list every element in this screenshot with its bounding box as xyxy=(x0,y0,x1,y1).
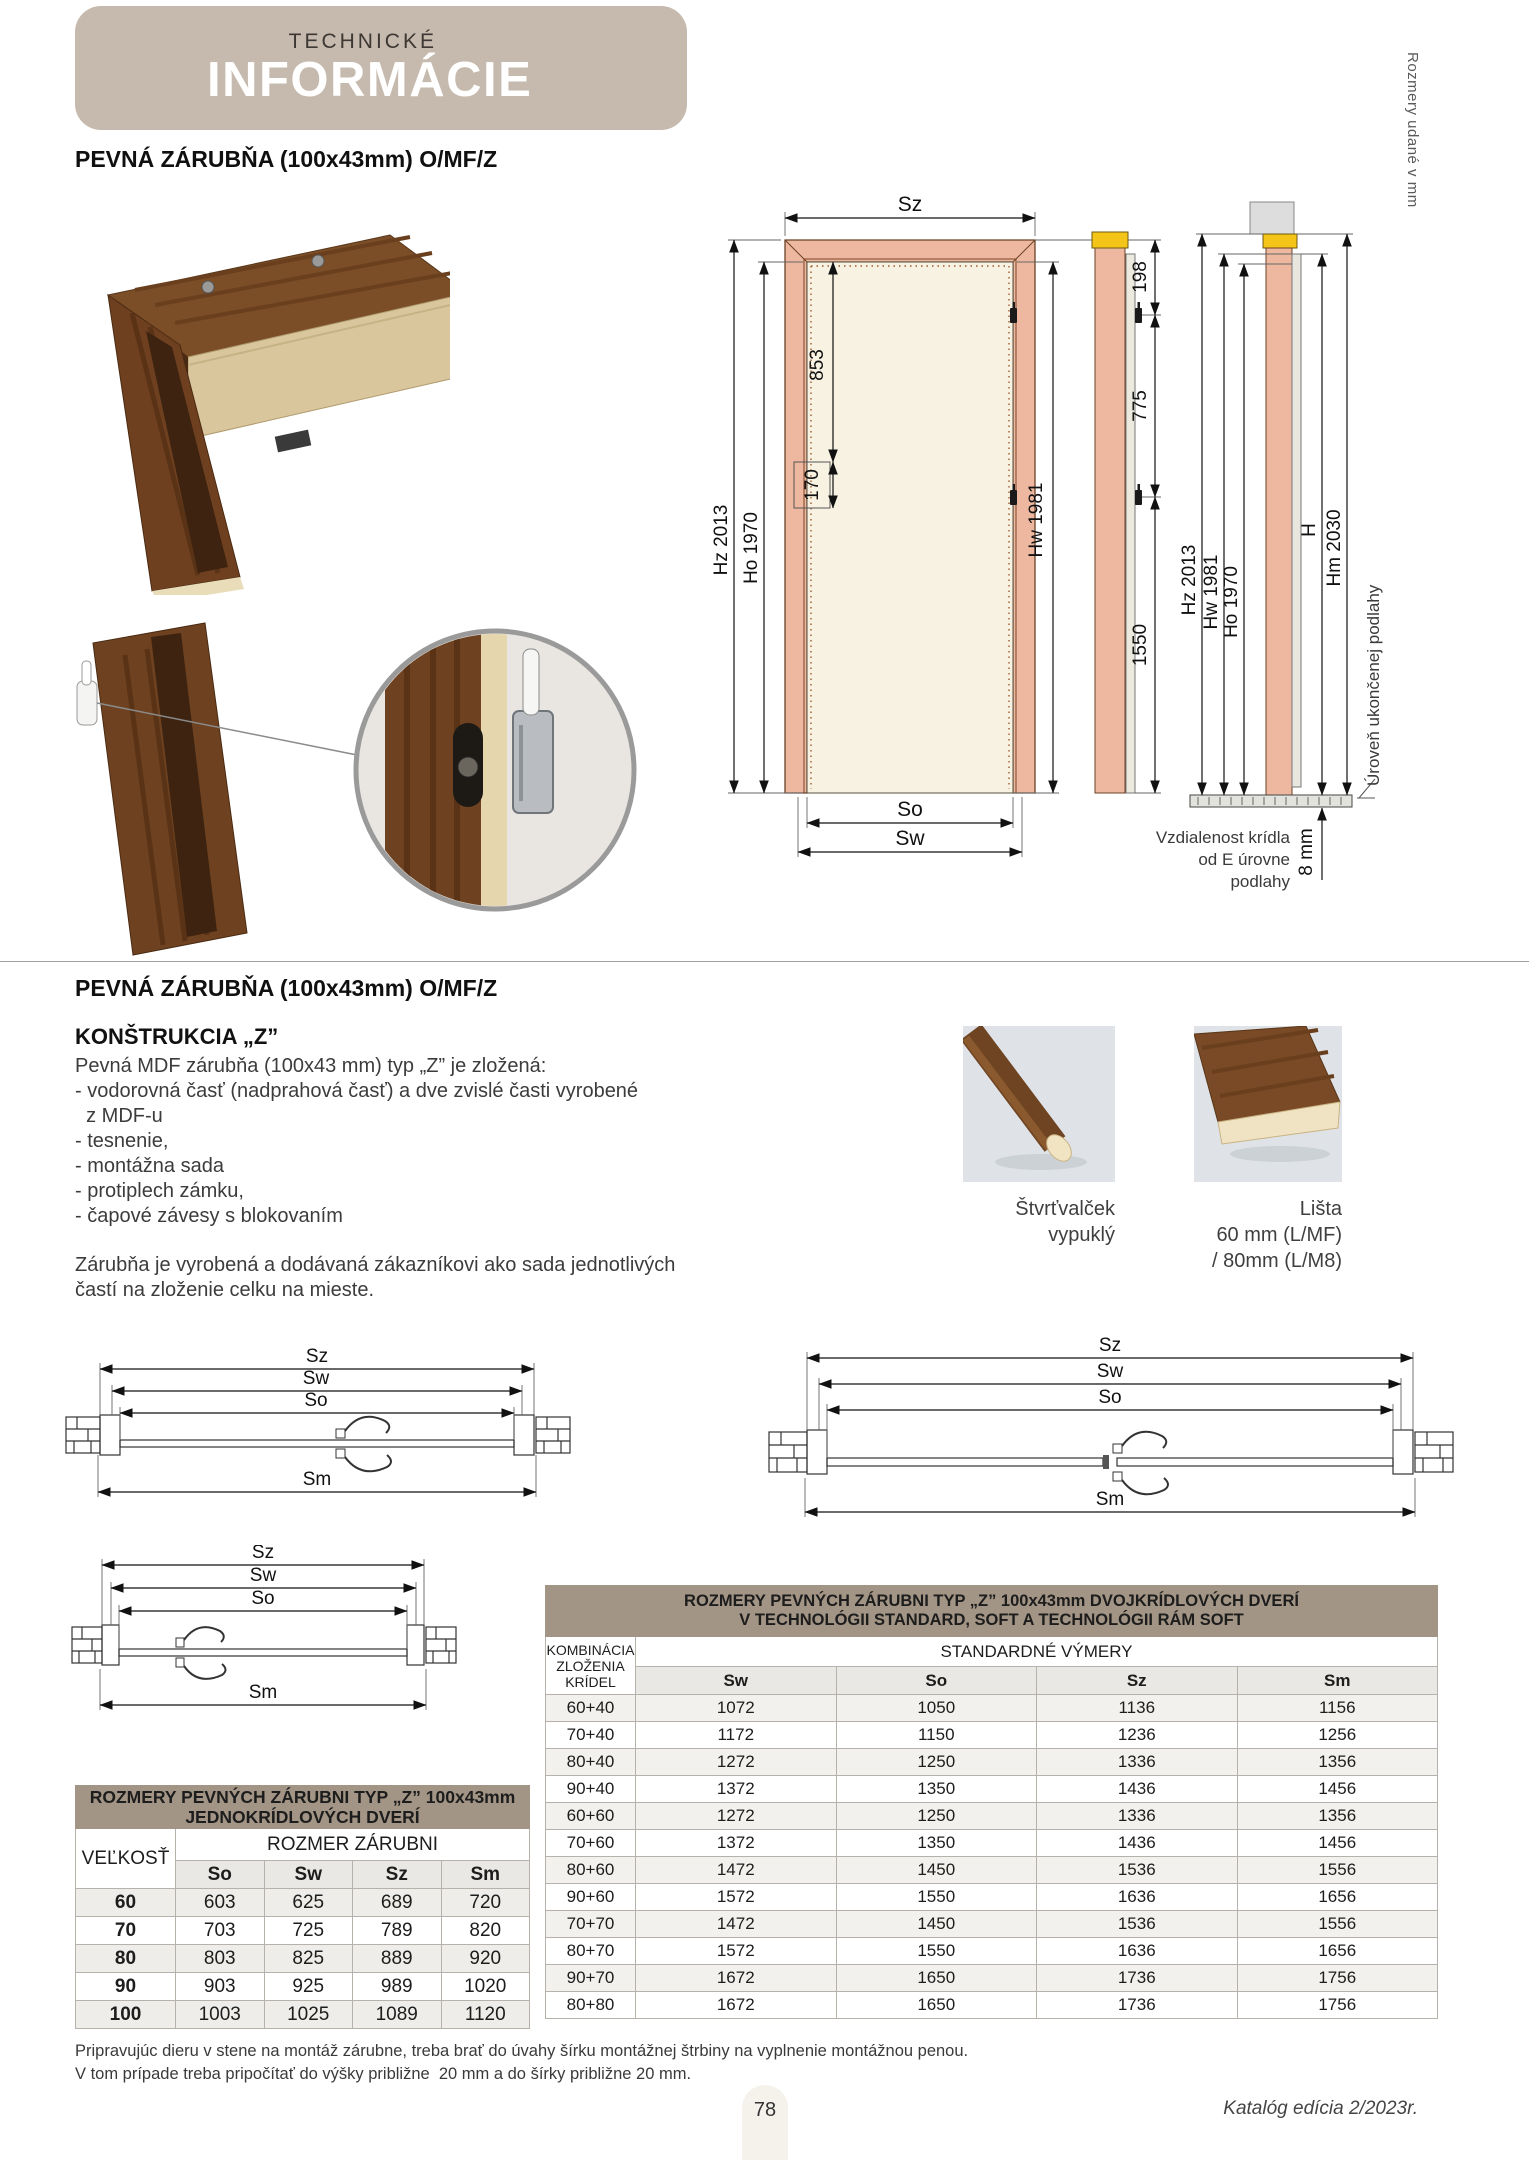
cell-value: 1336 xyxy=(1037,1749,1238,1776)
cell-value: 1372 xyxy=(636,1830,837,1857)
col-header: Sw xyxy=(264,1861,353,1889)
row-label: 80+70 xyxy=(546,1938,636,1965)
elev-frame-cap xyxy=(1263,234,1297,248)
cell-value: 1272 xyxy=(636,1803,837,1830)
cell-value: 1736 xyxy=(1037,1965,1238,1992)
lath-caption: Lišta 60 mm (L/MF) / 80mm (L/M8) xyxy=(1211,1198,1342,1272)
frame-profile-left xyxy=(100,1415,120,1455)
wall-right xyxy=(536,1417,570,1453)
door-handle-icon xyxy=(176,1627,226,1679)
side-frame-profile xyxy=(1095,248,1125,793)
dim-label-elev-ho: Ho 1970 xyxy=(1221,566,1242,638)
hinge-pin-top xyxy=(82,661,91,685)
cell-value: 689 xyxy=(353,1889,442,1917)
wall-block xyxy=(1250,202,1294,234)
row-label: 90 xyxy=(76,1973,176,2001)
cell-value: 1556 xyxy=(1237,1911,1438,1938)
cell-value: 1450 xyxy=(836,1911,1037,1938)
table-row xyxy=(76,2001,530,2029)
table-row xyxy=(546,1776,1438,1803)
dim-label-hw: Hw 1981 xyxy=(1026,482,1047,558)
page-title: INFORMÁCIE xyxy=(207,53,533,107)
table-row xyxy=(546,1722,1438,1749)
dim-label-sz: Sz xyxy=(897,193,923,216)
cell-value: 920 xyxy=(441,1945,530,1973)
cell-value: 1120 xyxy=(441,2001,530,2029)
dim-label-elev-hw: Hw 1981 xyxy=(1201,554,1222,630)
row-label: 70 xyxy=(76,1917,176,1945)
table-row xyxy=(546,1992,1438,2019)
plan-label-sm: Sm xyxy=(1095,1489,1125,1510)
cell-value: 1756 xyxy=(1237,1992,1438,2019)
col-header: Sz xyxy=(353,1861,442,1889)
wall-left xyxy=(72,1627,102,1663)
col-header: Sm xyxy=(441,1861,530,1889)
cell-value: 1636 xyxy=(1037,1884,1238,1911)
cell-value: 1020 xyxy=(441,1973,530,2001)
single-door-size-table: ROZMERY PEVNÝCH ZÁRUBNI TYP „Z” 100x43mm JEDNOKRÍDLOVÝCH DVERÍ VEĽKOSŤ ROZMER ZÁRUBNI So Sw Sz Sm 60 603 625 689 720 70 703 725 789 820 80 803 825 889 920 90 903 925 989 1020 100 1003 1025 1089 1120 xyxy=(75,1785,530,2029)
table-row xyxy=(546,1695,1438,1722)
construction-intro: Pevná MDF zárubňa (100x43 mm) typ „Z” je zložená: xyxy=(75,1055,547,1077)
plan-label-sm: Sm xyxy=(302,1469,332,1490)
elev-frame-profile xyxy=(1266,248,1292,795)
dim-label-sw: Sw xyxy=(895,827,925,850)
table-row xyxy=(76,1889,530,1917)
cell-value: 720 xyxy=(441,1889,530,1917)
cell-value: 1156 xyxy=(1237,1695,1438,1722)
wall-left xyxy=(769,1432,807,1472)
technical-drawing xyxy=(690,180,1465,960)
construction-heading: KONŠTRUKCIA „Z” xyxy=(75,1024,279,1049)
row-label: 90+60 xyxy=(546,1884,636,1911)
cell-value: 1572 xyxy=(636,1884,837,1911)
mounting-bracket xyxy=(275,430,312,453)
cell-value: 1572 xyxy=(636,1938,837,1965)
door-leaf xyxy=(807,262,1013,793)
dim-label-198: 198 xyxy=(1130,261,1151,293)
dim-label-elev-hz: Hz 2013 xyxy=(1179,544,1200,616)
cell-value: 1636 xyxy=(1037,1938,1238,1965)
frame-profile-left xyxy=(807,1430,827,1474)
cell-value: 1436 xyxy=(1037,1830,1238,1857)
plan-label-sw: Sw xyxy=(249,1565,277,1586)
construction-section xyxy=(75,975,745,1303)
floor-strip xyxy=(1190,795,1352,807)
plan-label-sz: Sz xyxy=(305,1346,329,1367)
wall-right xyxy=(1415,1432,1453,1472)
gap-note-line2: od E úrovne xyxy=(1198,850,1290,869)
cell-value: 1656 xyxy=(1237,1938,1438,1965)
cell-value: 803 xyxy=(176,1945,265,1973)
door-handle-icon xyxy=(1113,1432,1168,1494)
section-title-mid: PEVNÁ ZÁRUBŇA (100x43mm) O/MF/Z xyxy=(75,975,498,1001)
hinge-pin xyxy=(77,681,97,725)
cell-value: 889 xyxy=(353,1945,442,1973)
cell-value: 725 xyxy=(264,1917,353,1945)
row-label: 70+60 xyxy=(546,1830,636,1857)
plan-label-so: So xyxy=(1098,1387,1122,1408)
quarter-round-caption: Štvrťvalček vypuklý xyxy=(1015,1198,1115,1246)
cell-value: 1072 xyxy=(636,1695,837,1722)
screw-icon xyxy=(312,255,324,267)
quarter-round-photo xyxy=(963,1026,1115,1182)
dim-label-8mm: 8 mm xyxy=(1296,828,1317,876)
cell-value: 903 xyxy=(176,1973,265,2001)
table-row xyxy=(546,1938,1438,1965)
cell-value: 1336 xyxy=(1037,1803,1238,1830)
plan-label-so: So xyxy=(304,1390,328,1411)
door-leaf-plan xyxy=(120,1440,514,1447)
hinge-screw xyxy=(458,757,478,777)
cell-value: 1350 xyxy=(836,1776,1037,1803)
table-row xyxy=(546,1911,1438,1938)
cell-value: 1536 xyxy=(1037,1911,1238,1938)
cell-value: 1536 xyxy=(1037,1857,1238,1884)
row-label: 80+60 xyxy=(546,1857,636,1884)
table-row xyxy=(76,1945,530,1973)
table-row xyxy=(546,1749,1438,1776)
table-row xyxy=(546,1803,1438,1830)
plan-diagram-single-large xyxy=(60,1345,580,1510)
footer-notes xyxy=(75,2040,968,2086)
dim-label-h: H xyxy=(1299,523,1320,537)
section-title-top: PEVNÁ ZÁRUBŇA (100x43mm) O/MF/Z xyxy=(75,146,498,172)
cell-value: 1250 xyxy=(836,1749,1037,1776)
construction-outro: Zárubňa je vyrobená a dodávaná zákazníkovi ako sada jednotlivých častí na zloženie celku na mieste. xyxy=(75,1254,676,1301)
row-label: 60+40 xyxy=(546,1695,636,1722)
cell-value: 1656 xyxy=(1237,1884,1438,1911)
cell-value: 1472 xyxy=(636,1911,837,1938)
hinge-detail-photo xyxy=(55,615,655,960)
combo-header: KOMBINÁCIA ZLOŽENIA KRÍDEL xyxy=(546,1637,636,1695)
cell-value: 1003 xyxy=(176,2001,265,2029)
hinge-pin-zoom xyxy=(523,649,539,715)
cell-value: 1550 xyxy=(836,1884,1037,1911)
cell-value: 1756 xyxy=(1237,1965,1438,1992)
cell-value: 1356 xyxy=(1237,1749,1438,1776)
row-label: 60 xyxy=(76,1889,176,1917)
cell-value: 625 xyxy=(264,1889,353,1917)
cell-value: 1472 xyxy=(636,1857,837,1884)
side-frame-cap xyxy=(1092,232,1128,248)
footer-note-2: V tom prípade treba pripočítať do výšky približne 20 mm a do šírky približne 20 mm. xyxy=(75,2065,692,2083)
cell-value: 1736 xyxy=(1037,1992,1238,2019)
gap-note-line1: Vzdialenost krídla xyxy=(1155,828,1290,847)
door-handle-icon xyxy=(336,1417,391,1471)
cell-value: 1372 xyxy=(636,1776,837,1803)
cell-value: 1050 xyxy=(836,1695,1037,1722)
cell-value: 789 xyxy=(353,1917,442,1945)
page-number: 78 xyxy=(753,2099,777,2121)
elev-door-leaf xyxy=(1292,254,1301,787)
dim-label-ho: Ho 1970 xyxy=(741,512,762,584)
table-title: ROZMERY PEVNÝCH ZÁRUBNI TYP „Z” 100x43mm DVOJKRÍDLOVÝCH DVERÍ xyxy=(684,1592,1299,1610)
group-header: STANDARDNÉ VÝMERY xyxy=(636,1637,1438,1667)
table-row xyxy=(546,1965,1438,1992)
table-row xyxy=(546,1884,1438,1911)
col-header: Sz xyxy=(1037,1667,1238,1695)
cell-value: 1025 xyxy=(264,2001,353,2029)
col-header: Sm xyxy=(1237,1667,1438,1695)
table-row xyxy=(76,1973,530,2001)
cell-value: 1672 xyxy=(636,1965,837,1992)
cell-value: 1550 xyxy=(836,1938,1037,1965)
row-label: 60+60 xyxy=(546,1803,636,1830)
cell-value: 1172 xyxy=(636,1722,837,1749)
dim-label-853: 853 xyxy=(807,349,828,381)
col-header: So xyxy=(176,1861,265,1889)
row-label: 70+70 xyxy=(546,1911,636,1938)
cell-value: 1150 xyxy=(836,1722,1037,1749)
construction-bullet: - vodorovná časť (nadprahová časť) a dve zvislé časti vyrobené xyxy=(75,1080,639,1102)
cell-value: 1089 xyxy=(353,2001,442,2029)
dim-label-775: 775 xyxy=(1130,390,1151,422)
wall-left xyxy=(66,1417,100,1453)
row-label: 70+40 xyxy=(546,1722,636,1749)
row-label: 90+70 xyxy=(546,1965,636,1992)
cell-value: 703 xyxy=(176,1917,265,1945)
door-leaf-left xyxy=(827,1458,1103,1466)
double-door-size-table: ROZMERY PEVNÝCH ZÁRUBNI TYP „Z” 100x43mm DVOJKRÍDLOVÝCH DVERÍ V TECHNOLÓGII STANDARD, SOFT A TECHNOLÓGII RÁM SOFT KOMBINÁCIA ZLOŽENIA KRÍDEL STANDARDNÉ VÝMERY Sw So Sz Sm 60+40 1072 1050 1136 1156 70+40 1172 1150 1236 1256 80+40 1272 1250 1336 1356 90+40 1372 1350 1436 1456 60+60 1272 1250 1336 1356 70+60 1372 1350 1436 1456 80+60 1472 1450 1536 1556 90+60 1572 1550 1636 1656 70+70 1472 1450 1536 1556 80+70 1572 1550 1636 1656 90+70 1672 1650 1736 1756 80+80 1672 1650 1736 1756 xyxy=(545,1585,1438,2019)
cell-value: 1450 xyxy=(836,1857,1037,1884)
table-row xyxy=(546,1857,1438,1884)
dim-label-1550: 1550 xyxy=(1130,623,1151,667)
frame-profile-right xyxy=(1393,1430,1413,1474)
dim-label-so: So xyxy=(897,798,923,821)
col-header: Sw xyxy=(636,1667,837,1695)
row-label: 90+40 xyxy=(546,1776,636,1803)
cell-value: 1650 xyxy=(836,1965,1037,1992)
plan-diagram-single-small xyxy=(70,1545,460,1725)
frame-profile-right xyxy=(407,1625,424,1665)
row-label: 80+40 xyxy=(546,1749,636,1776)
construction-bullet: - montážna sada xyxy=(75,1155,224,1177)
construction-bullet: - protiplech zámku, xyxy=(75,1180,244,1202)
lath-photo xyxy=(1194,1026,1342,1182)
cell-value: 1236 xyxy=(1037,1722,1238,1749)
side-door-leaf xyxy=(1126,254,1135,793)
header-eyebrow: TECHNICKÉ xyxy=(288,30,437,53)
door-leaf-plan xyxy=(119,1649,407,1656)
cell-value: 825 xyxy=(264,1945,353,1973)
plan-label-sm: Sm xyxy=(248,1682,278,1703)
cell-value: 1456 xyxy=(1237,1830,1438,1857)
cell-value: 1456 xyxy=(1237,1776,1438,1803)
construction-bullet: z MDF-u xyxy=(75,1105,163,1127)
wall-right xyxy=(426,1627,456,1663)
plan-diagram-double xyxy=(765,1332,1455,1527)
plan-label-sw: Sw xyxy=(1096,1361,1124,1382)
plan-label-sz: Sz xyxy=(251,1545,275,1563)
section-divider xyxy=(0,961,1529,962)
row-label: 100 xyxy=(76,2001,176,2029)
plan-label-so: So xyxy=(251,1588,275,1609)
units-side-note: Rozmery udané v mm xyxy=(1404,52,1421,208)
door-leaf-right xyxy=(1117,1458,1393,1466)
frame-profile-right xyxy=(514,1415,534,1455)
plan-label-sz: Sz xyxy=(1098,1335,1122,1356)
header-banner xyxy=(75,6,687,130)
cell-value: 1256 xyxy=(1237,1722,1438,1749)
cell-value: 1556 xyxy=(1237,1857,1438,1884)
group-header: ROZMER ZÁRUBNI xyxy=(176,1829,530,1861)
dim-label-170: 170 xyxy=(802,469,823,501)
page-number-tab xyxy=(742,2085,788,2160)
cell-value: 603 xyxy=(176,1889,265,1917)
plan-label-sw: Sw xyxy=(302,1368,330,1389)
table-row xyxy=(76,1917,530,1945)
table-title: ROZMERY PEVNÝCH ZÁRUBNI TYP „Z” 100x43mm xyxy=(89,1787,516,1807)
frame-corner-photo xyxy=(80,195,450,595)
col-header: So xyxy=(836,1667,1037,1695)
frame-profile-left xyxy=(102,1625,119,1665)
row-label: 80 xyxy=(76,1945,176,1973)
row-label: 80+80 xyxy=(546,1992,636,2019)
construction-bullet: - tesnenie, xyxy=(75,1130,169,1152)
floor-level-note: Úroveň ukončenej podlahy xyxy=(1364,584,1383,786)
cell-value: 1272 xyxy=(636,1749,837,1776)
cell-value: 1436 xyxy=(1037,1776,1238,1803)
dim-label-hm: Hm 2030 xyxy=(1324,509,1345,587)
catalog-edition: Katalóg edícia 2/2023r. xyxy=(1223,2098,1418,2119)
gap-note-line3: podlahy xyxy=(1230,872,1290,891)
cell-value: 1250 xyxy=(836,1803,1037,1830)
cell-value: 1136 xyxy=(1037,1695,1238,1722)
cell-value: 820 xyxy=(441,1917,530,1945)
screw-icon xyxy=(202,281,214,293)
size-header: VEĽKOSŤ xyxy=(76,1829,176,1889)
astragal xyxy=(1103,1455,1109,1469)
cell-value: 1350 xyxy=(836,1830,1037,1857)
table-row xyxy=(546,1830,1438,1857)
cell-value: 1672 xyxy=(636,1992,837,2019)
construction-bullet: - čapové závesy s blokovaním xyxy=(75,1205,343,1227)
cell-value: 1356 xyxy=(1237,1803,1438,1830)
cell-value: 925 xyxy=(264,1973,353,2001)
cell-value: 1650 xyxy=(836,1992,1037,2019)
dim-label-hz: Hz 2013 xyxy=(711,504,732,576)
cell-value: 989 xyxy=(353,1973,442,2001)
footer-note-1: Pripravujúc dieru v stene na montáž zárubne, treba brať do úvahy šírku montážnej štrbiny na vyplnenie montážnou penou. xyxy=(75,2042,969,2060)
